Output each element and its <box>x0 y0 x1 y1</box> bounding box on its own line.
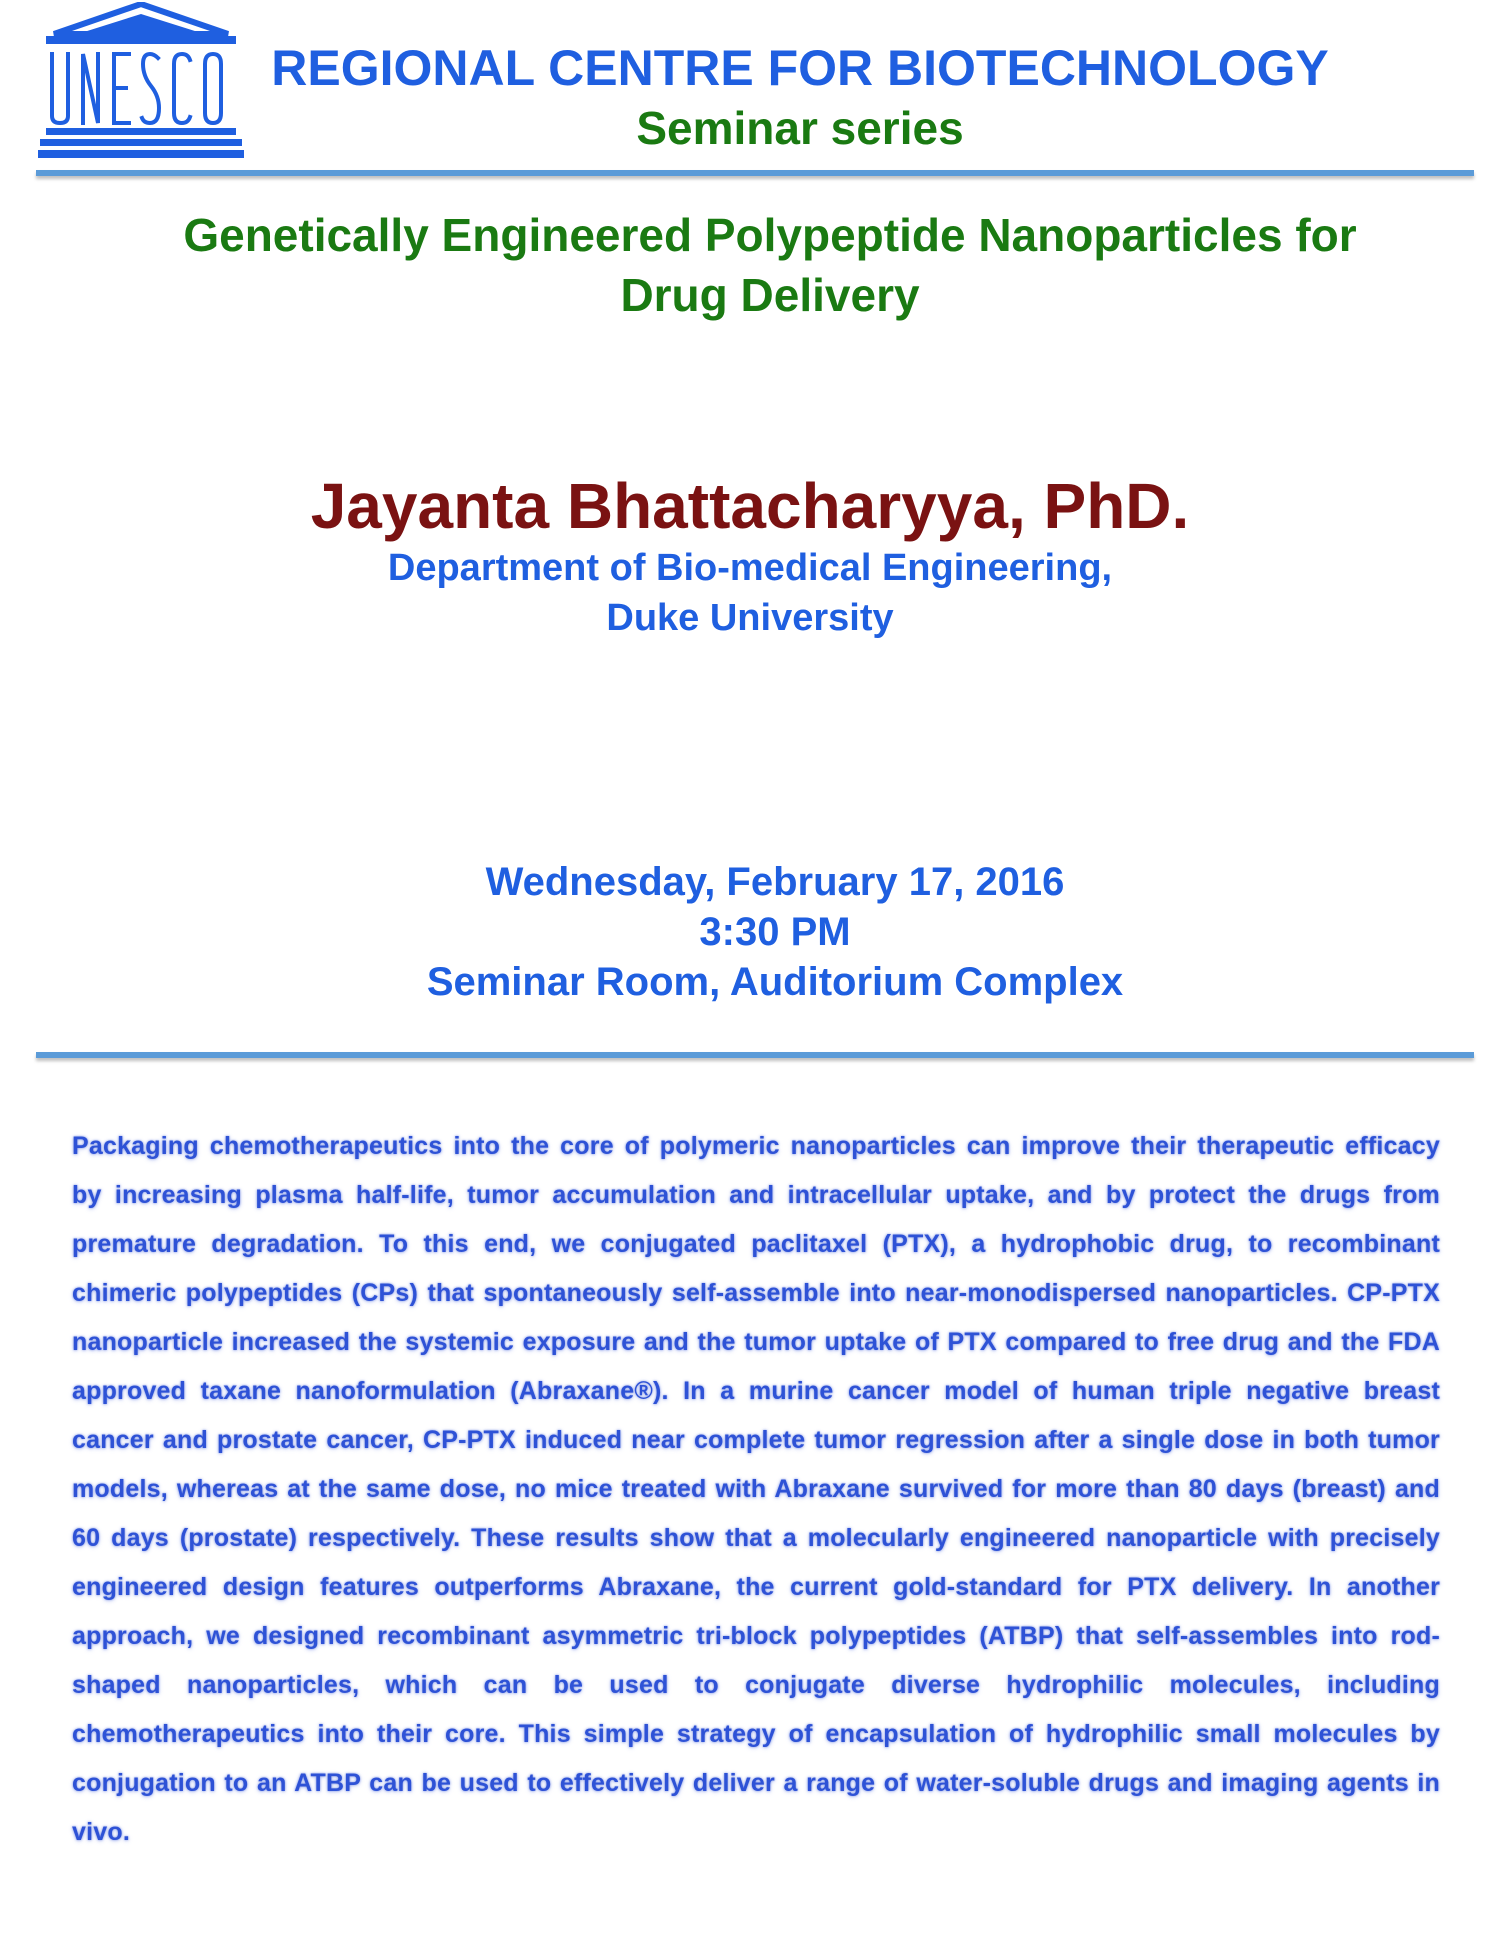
seminar-series-title: Seminar series <box>636 102 964 154</box>
speaker-university: Duke University <box>606 597 894 639</box>
unesco-temple-logo-icon <box>38 2 244 164</box>
bottom-divider <box>36 1052 1474 1058</box>
top-divider <box>36 170 1474 176</box>
talk-title-line-2: Drug Delivery <box>620 269 920 321</box>
event-date: Wednesday, February 17, 2016 <box>485 860 1065 904</box>
talk-title <box>80 205 1460 325</box>
event-time: 3:30 PM <box>699 910 851 954</box>
speaker-department: Department of Bio-medical Engineering, <box>387 547 1113 589</box>
event-venue: Seminar Room, Auditorium Complex <box>426 960 1124 1004</box>
abstract-text: Packaging chemotherapeutics into the core of polymeric nanoparticles can improve their therapeutic efficacy by increasing plasma half-life, tumor accumulation and intracellular uptake, and by protect the drugs from premature degradation. To this end, we conjugated paclitaxel (PTX), a hydrophobic drug, to recombinant chimeric polypeptides (CPs) that spontaneously self-assemble into near-monodispersed nanoparticles. CP-PTX nanoparticle increased the systemic exposure and the tumor uptake of PTX compared to free drug and the FDA approved taxane nanoformulation (Abraxane®). In a murine cancer model of human triple negative breast cancer and prostate cancer, CP-PTX induced near complete tumor regression after a single dose in both tumor models, whereas at the same dose, no mice treated with Abraxane survived for more than 80 days (breast) and 60 days (prostate) respectively. These results show that a molecularly engineered nanoparticle with precisely engineered design features outperforms Abraxane, the current gold-standard for PTX delivery. In another approach, we designed recombinant asymmetric tri-block polypeptides (ATBP) that self-assembles into rod-shaped nanoparticles, which can be used to conjugate diverse hydrophilic molecules, including chemotherapeutics into their core. This simple strategy of encapsulation of hydrophilic small molecules by conjugation to an ATBP can be used to effectively deliver a range of water-soluble drugs and imaging agents in vivo. <box>72 1132 1440 1846</box>
unesco-logo-icon <box>38 2 244 164</box>
organization-title: REGIONAL CENTRE FOR BIOTECHNOLOGY <box>271 40 1329 96</box>
event-details <box>100 857 1450 1007</box>
speaker-name: Jayanta Bhattacharyya, PhD. <box>310 470 1190 542</box>
talk-title-line-1: Genetically Engineered Polypeptide Nanoparticles for <box>183 209 1357 261</box>
speaker-affiliation <box>100 543 1400 643</box>
